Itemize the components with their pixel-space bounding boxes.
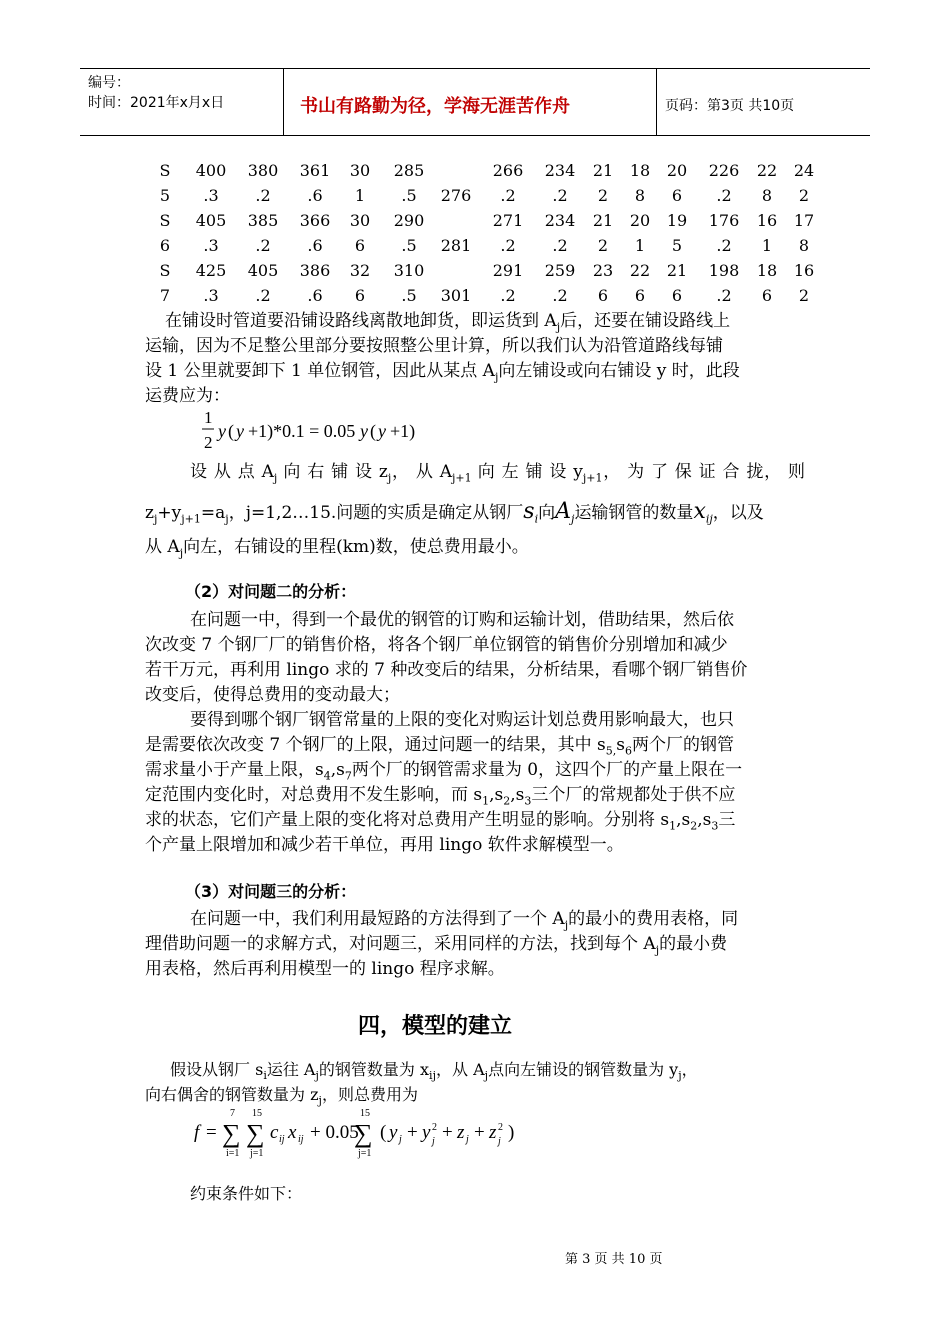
table-cell: 6 [159,236,171,255]
table-cell: 271 [492,211,524,230]
svg-text:j: j [432,1136,435,1147]
table-cell: 22 [629,261,651,280]
svg-text:c: c [270,1122,279,1143]
paragraph-line: $z_j+y_{j+1}=a_j$，j=1,2…15.问题的实质是确定从钢厂$s_i$向$A_j$运输钢管的数量$x_{ij}$，以及 [145,499,764,526]
svg-text:y: y [360,421,368,441]
table-row [0,186,950,210]
table-cell: 5 [671,236,683,255]
svg-text:ij: ij [298,1134,304,1145]
table-cell: 405 [195,211,227,230]
paragraph-line: 运费应为： [145,386,230,406]
table-cell: 385 [247,211,279,230]
svg-text:z: z [457,1122,465,1143]
table-cell: .2 [500,236,516,255]
table-cell: 21 [592,211,614,230]
paragraph-line: 要得到哪个钢厂钢管常量的上限的变化对购运计划总费用影响最大，也只 [190,710,734,730]
table-cell: 1 [634,236,646,255]
svg-text:2: 2 [498,1122,503,1133]
table-cell: 2 [597,186,609,205]
table-cell: .6 [307,286,323,305]
svg-text:j: j [466,1134,469,1145]
paragraph-line: 用表格，然后再利用模型一的 lingo 程序求解。 [145,959,505,979]
table-cell: 16 [756,211,778,230]
freight-formula [200,406,440,456]
svg-text:7: 7 [230,1108,235,1119]
svg-text:j: j [399,1134,402,1145]
header-divider [283,68,284,135]
table-cell: 32 [349,261,371,280]
svg-text:1: 1 [204,408,213,427]
svg-text:j=1: j=1 [358,1148,372,1159]
svg-text:j: j [498,1136,501,1147]
section-heading-q2: （2）对问题二的分析： [185,582,357,601]
table-cell: 18 [629,161,651,180]
paragraph-line: 次改变 7 个钢厂厂的销售价格，将各个钢厂单位钢管的销售价分别增加和减少 [145,635,728,655]
table-cell: .6 [307,236,323,255]
table-cell: 6 [761,286,773,305]
table-cell: 8 [634,186,646,205]
table-cell: 6 [597,286,609,305]
table-cell: .2 [255,286,271,305]
table-cell: 290 [393,211,425,230]
svg-text:∑: ∑ [222,1119,241,1148]
paragraph-line: 在问题一中，我们利用最短路的方法得到了一个 $A_j$的最小的费用表格，同 [190,909,739,932]
svg-text:f: f [194,1122,200,1143]
svg-text:+: + [407,1122,418,1143]
table-cell: 226 [708,161,740,180]
table-row [0,261,950,285]
table-cell: 17 [793,211,815,230]
table-row [0,286,950,310]
table-cell: 386 [299,261,331,280]
paragraph-line: 理借助问题一的求解方式，对问题三，采用同样的方法，找到每个 $A_j$的最小费 [145,934,728,957]
table-cell: 20 [666,161,688,180]
table-cell: 425 [195,261,227,280]
paragraph-line: 需求量小于产量上限，$s_4,s_7$两个厂的钢管需求量为 0，这四个厂的产量上限在一 [145,760,743,783]
table-cell: 259 [544,261,576,280]
table-cell: 21 [592,161,614,180]
table-cell: 2 [798,286,810,305]
table-cell: 16 [793,261,815,280]
svg-text:): ) [508,1122,515,1143]
table-cell: 400 [195,161,227,180]
svg-text:y: y [378,421,386,441]
table-cell: .2 [716,186,732,205]
svg-text:(: ( [380,1122,387,1143]
table-cell: .2 [500,186,516,205]
section-heading-q3: （3）对问题三的分析： [185,882,357,901]
svg-text:+1)*0.1 = 0.05: +1)*0.1 = 0.05 [248,421,356,441]
svg-text:i=1: i=1 [226,1148,240,1159]
svg-text:∑: ∑ [246,1119,265,1148]
svg-text:j=1: j=1 [250,1148,264,1159]
svg-text:(: ( [370,421,376,441]
table-cell: 6 [671,286,683,305]
table-cell: 22 [756,161,778,180]
table-cell: 20 [629,211,651,230]
table-cell: .2 [500,286,516,305]
svg-text:∑: ∑ [354,1119,373,1148]
paragraph-line: 求的状态，它们产量上限的变化将对总费用产生明显的影响。分别将 $s_1,s_2,s_3$三 [145,810,736,833]
table-cell: .6 [307,186,323,205]
table-cell: 198 [708,261,740,280]
svg-text:15: 15 [252,1108,262,1119]
table-cell: S [159,261,171,280]
table-cell: .2 [255,236,271,255]
header-page-info: 页码：第3页 共10页 [665,98,795,114]
table-cell: 8 [798,236,810,255]
paragraph-line: 约束条件如下： [190,1184,303,1203]
table-cell: 2 [798,186,810,205]
svg-text:15: 15 [360,1108,370,1119]
table-cell: 1 [354,186,366,205]
table-cell: 18 [756,261,778,280]
paragraph-line: 若干万元，再利用 lingo 求的 7 种改变后的结果，分析结果，看哪个钢厂销售价 [145,660,748,680]
table-cell: 21 [666,261,688,280]
paragraph-line: 是需要依次改变 7 个钢厂的上限，通过问题一的结果，其中 $s_{5,}s_6$两个厂的钢管 [145,735,734,758]
svg-text:2: 2 [204,433,213,452]
table-cell: 234 [544,211,576,230]
table-cell: 285 [393,161,425,180]
paragraph-line: 定范围内变化时，对总费用不发生影响，而 $s_1,s_2,s_3$三个厂的常规都处于供不应 [145,785,736,808]
table-cell: 30 [349,211,371,230]
paragraph-line: 设 从 点 $A_j$ 向 右 铺 设 $z_j$， 从 $A_{j+1}$ 向 左 铺 设 $y_{j+1}$， 为 了 保 证 合 拢， 则 [190,462,805,485]
svg-text:+ 0.05: + 0.05 [310,1122,359,1143]
header-divider [656,68,657,135]
paragraph-line: 改变后，使得总费用的变动最大； [145,685,400,705]
table-cell: 6 [634,286,646,305]
table-cell: .2 [716,236,732,255]
paragraph-line: 从 $A_j$向左，右铺设的里程(km)数，使总费用最小。 [145,537,529,560]
table-cell: 310 [393,261,425,280]
table-cell: .2 [552,286,568,305]
paragraph-line: 运输，因为不足整公里部分要按照整公里计算，所以我们认为沿管道路线每铺 [145,336,723,356]
svg-text:y: y [389,1122,398,1143]
section-heading-model: 四，模型的建立 [358,1014,513,1039]
paragraph-line: 假设从钢厂 $s_i$运往 $A_j$的钢管数量为 $x_{ij}$，从 $A_j$点向左铺设的钢管数量为 $y_j$， [170,1060,698,1083]
paragraph-line: 个产量上限增加和减少若干单位，再用 lingo 软件求解模型一。 [145,835,624,855]
table-cell: .2 [552,186,568,205]
table-cell: 301 [440,286,472,305]
svg-text:2: 2 [432,1122,437,1133]
table-cell: 6 [354,286,366,305]
svg-text:(: ( [228,421,234,441]
table-cell: 30 [349,161,371,180]
table-cell: 281 [440,236,472,255]
table-cell: .5 [401,186,417,205]
footer-page-number: 第 3 页 共 10 页 [565,1252,663,1267]
svg-text:+: + [442,1122,453,1143]
svg-text:y: y [422,1122,431,1143]
table-cell: 1 [761,236,773,255]
table-cell: .5 [401,236,417,255]
header-bottom-rule [80,135,870,136]
table-cell: 176 [708,211,740,230]
table-cell: .2 [716,286,732,305]
svg-text:+: + [474,1122,485,1143]
table-cell: .5 [401,286,417,305]
header-top-rule [80,68,870,69]
svg-text:y: y [218,421,226,441]
table-cell: 23 [592,261,614,280]
table-cell: .3 [203,286,219,305]
table-row [0,211,950,235]
svg-text:ij: ij [279,1134,285,1145]
svg-text:z: z [489,1122,497,1143]
header-motto: 书山有路勤为径，学海无涯苦作舟 [300,96,570,117]
table-cell: 5 [159,186,171,205]
table-cell: 266 [492,161,524,180]
table-cell: 234 [544,161,576,180]
table-row [0,236,950,260]
table-cell: .2 [552,236,568,255]
paragraph-line: 在问题一中，得到一个最优的钢管的订购和运输计划，借助结果，然后依 [190,610,734,630]
paragraph-line: 设 1 公里就要卸下 1 单位钢管，因此从某点 $A_j$向左铺设或向右铺设 y 时，此段 [145,361,740,384]
svg-text:=: = [206,1122,217,1143]
paragraph-line: 向右偶舍的钢管数量为 $z_j$，则总费用为 [145,1085,418,1108]
table-row [0,161,950,185]
paragraph-line: 在铺设时管道要沿铺设路线离散地卸货，即运货到 $A_j$后，还要在铺设路线上 [165,311,731,334]
table-cell: S [159,211,171,230]
table-cell: S [159,161,171,180]
table-cell: 24 [793,161,815,180]
table-cell: 380 [247,161,279,180]
table-cell: 291 [492,261,524,280]
table-cell: 6 [354,236,366,255]
table-cell: .3 [203,236,219,255]
header-code-label: 编号： [88,75,130,91]
total-cost-formula [190,1106,530,1162]
table-cell: 2 [597,236,609,255]
table-cell: 19 [666,211,688,230]
table-cell: 8 [761,186,773,205]
table-cell: .2 [255,186,271,205]
table-cell: 7 [159,286,171,305]
svg-text:x: x [288,1122,297,1143]
table-cell: .3 [203,186,219,205]
table-cell: 405 [247,261,279,280]
header-time-label: 时间：2021年x月x日 [88,95,225,111]
table-cell: 276 [440,186,472,205]
table-cell: 6 [671,186,683,205]
svg-text:+1): +1) [390,421,416,441]
svg-text:y: y [236,421,244,441]
table-cell: 366 [299,211,331,230]
table-cell: 361 [299,161,331,180]
